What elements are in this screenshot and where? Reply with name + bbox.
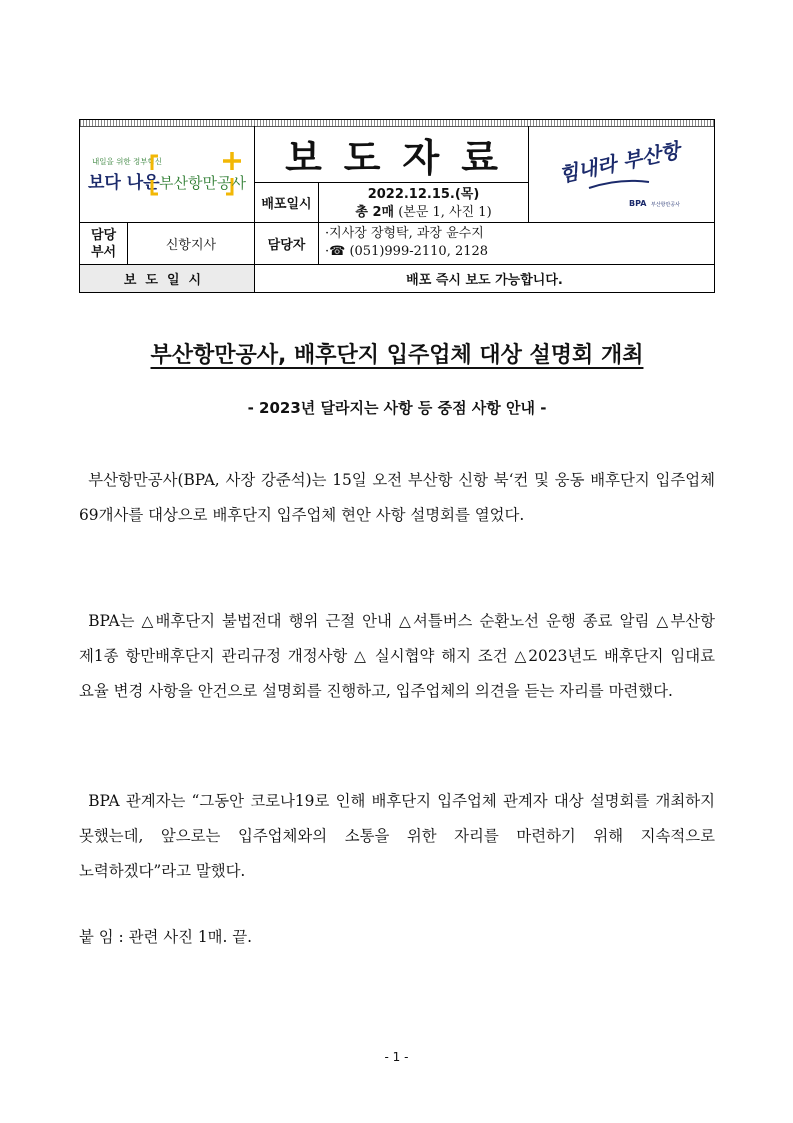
logo-org-name: 부산항만공사 [159, 174, 246, 192]
contact-value [319, 223, 714, 265]
slogan-logo-block [529, 126, 714, 223]
article-paragraph-1: 부산항만공사(BPA, 사장 강준석)는 15일 오전 부산항 신항 북‘컨 및 웅동 배후단지 입주업체 69개사를 대상으로 배후단지 입주업체 현안 사항 설명회를 열었다. [79, 471, 715, 524]
contact-label: 담당자 [255, 223, 319, 265]
article-headline: 부산항만공사, 배후단지 입주업체 대상 설명회 개최 [150, 343, 644, 368]
pages-detail: (본문 1, 사진 1) [398, 205, 492, 220]
page-number: - 1 - [384, 1050, 409, 1064]
press-release-title: 보도자료 [255, 126, 529, 183]
article-subheadline: - 2023년 달라지는 사항 등 중점 사항 안내 - [247, 399, 547, 417]
busan-port-calligraphy-icon [529, 126, 714, 223]
bpa-logo-icon [80, 126, 255, 223]
page-count [319, 204, 528, 222]
bpa-logo-block [80, 126, 255, 223]
release-date-label: 배포일시 [255, 183, 319, 223]
contact-phone: ·☎ (051)999-2110, 2128 [325, 244, 489, 259]
article-paragraph-2: BPA는 △배후단지 불법전대 행위 근절 안내 △셔틀버스 순환노선 운행 종료 알림 △부산항 제1종 항만배후단지 관리규정 개정사항 △ 실시협약 해지 조건 △2023년도 배후단지 임대료 요율 변경 사항을 안건으로 설명회를 진행하고, 입주업체의 의견을 듣는 자리를 마련했다. [79, 612, 715, 700]
release-date: 2022.12.15.(목) [367, 187, 480, 202]
pages-total: 총 2매 [355, 205, 395, 220]
release-date-value [319, 183, 529, 223]
department-label: 담당 부서 [80, 223, 128, 265]
logo-big-text: 보다 나은 [88, 173, 160, 193]
calligraphy-slogan: 힘내라 부산항 [556, 137, 682, 188]
bpa-mark: BPA [629, 199, 647, 208]
article-paragraph-3: BPA 관계자는 “그동안 코로나19로 인해 배후단지 입주업체 관계자 대상 설명회를 개최하지 못했는데, 앞으로는 입주업체와의 소통을 위한 자리를 마련하기 위해 지속적으로 노력하겠다”라고 말했다. [79, 792, 715, 880]
embargo-value: 배포 즉시 보도 가능합니다. [406, 273, 563, 288]
bpa-mark-sub: 부산항만공사 [651, 202, 680, 208]
logo-slogan-text: 내일을 위한 정부혁신 [92, 157, 162, 166]
press-release-header-table [79, 119, 715, 293]
department-value: 신항지사 [128, 223, 255, 265]
attachment-note: 붙 임 : 관련 사진 1매. 끝. [79, 928, 253, 946]
embargo-label: 보도일시 [80, 265, 255, 292]
contact-person: ·지사장 장형탁, 과장 윤수지 [325, 226, 484, 241]
